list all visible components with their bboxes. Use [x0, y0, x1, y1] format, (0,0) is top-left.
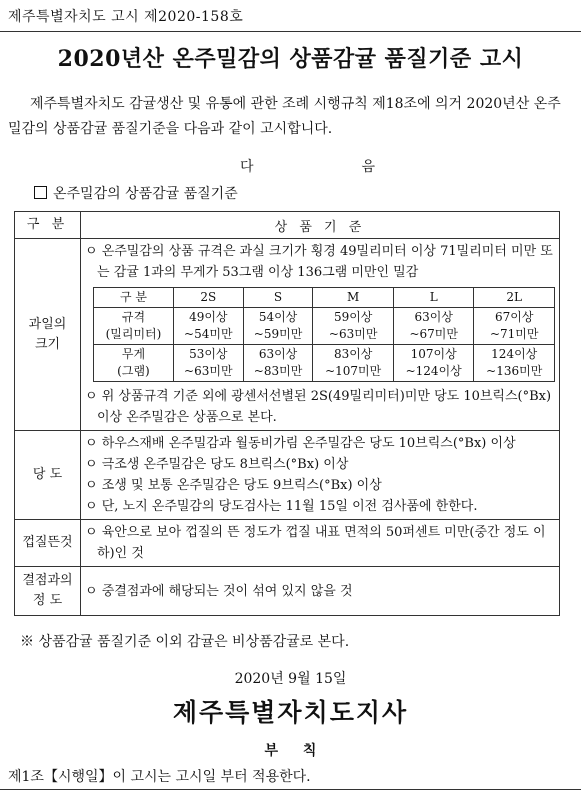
sugar-content	[81, 431, 560, 520]
table-header-row	[15, 212, 560, 239]
spec-cell-line: ~63미만	[184, 364, 233, 378]
sugar-bullet: ㅇ 조생 및 보통 온주밀감은 당도 9브릭스(°Bx) 이상	[85, 478, 382, 493]
spec-header-cell: 2L	[474, 288, 555, 308]
spec-cell-line: 49이상	[189, 310, 228, 324]
defect-label-line-2: 정 도	[32, 593, 63, 608]
checkbox-square-icon	[34, 186, 47, 199]
peel-content	[81, 520, 560, 567]
size-content	[81, 239, 560, 431]
header-category: 구 분	[15, 212, 81, 239]
spec-row-label-line: 규격	[121, 310, 146, 324]
spec-cell	[243, 345, 313, 382]
spec-row-label	[94, 308, 174, 345]
remark-note: ※ 상품감귤 품질기준 이외 감귤은 비상품감귤로 본다.	[20, 634, 350, 650]
spec-header-cell: 구 분	[94, 288, 174, 308]
size-label-line-2: 크기	[34, 336, 61, 352]
sugar-row	[15, 431, 560, 520]
spec-cell-line: ~107미만	[325, 364, 382, 378]
size-label-line-1: 과일의	[28, 316, 67, 332]
spec-header-cell: L	[393, 288, 474, 308]
size-label	[15, 239, 81, 431]
spec-cell-line: 124이상	[491, 347, 538, 361]
spec-cell-line: 54이상	[258, 310, 298, 324]
spec-row-label-line: (밀리미터)	[105, 327, 162, 341]
defect-label-line-1: 결점과의	[22, 573, 73, 588]
spec-header-cell: M	[313, 288, 394, 308]
spec-cell-line: ~63미만	[328, 327, 378, 341]
size-spec-header-row	[94, 288, 555, 308]
defect-label	[15, 567, 81, 616]
spec-cell-line: ~124이상	[405, 364, 462, 378]
sugar-bullet: ㅇ 극조생 온주밀감은 당도 8브릭스(°Bx) 이상	[85, 457, 349, 472]
peel-label: 껍질뜬것	[15, 520, 81, 567]
spec-cell-line: ~67미만	[409, 327, 458, 341]
spec-row-label	[94, 345, 174, 382]
intro-paragraph: 제주특별자치도 감귤생산 및 유통에 관한 조례 시행규칙 제18조에 의거 2020년산 온주밀감의 상품감귤 품질기준을 다음과 같이 고시합니다.	[8, 96, 561, 137]
spec-header-cell: S	[243, 288, 313, 308]
spec-cell-line: ~83미만	[253, 364, 303, 378]
spec-cell	[313, 308, 394, 345]
spec-cell-line: 59이상	[333, 310, 373, 324]
sugar-bullet: ㅇ 하우스재배 온주밀감과 월동비가림 온주밀감은 당도 10브릭스(°Bx) 이상	[85, 436, 516, 451]
spec-cell-line: 53이상	[189, 347, 228, 361]
addendum-article: 제1조【시행일】이 고시는 고시일 부터 적용한다.	[8, 769, 311, 785]
spec-cell-line: ~136미만	[486, 364, 543, 378]
signatory: 제주특별자치도지사	[172, 698, 409, 727]
size-bullet-2: ㅇ 위 상품규격 기준 외에 광센서선별된 2S(49밀리미터)미만 당도 10브릭스(°Bx)이상 온주밀감은 상품으로 본다.	[85, 389, 552, 425]
spec-cell	[474, 308, 555, 345]
spec-cell	[173, 345, 243, 382]
spec-header-cell: 2S	[173, 288, 243, 308]
quality-standard-table	[14, 211, 560, 616]
spec-cell	[173, 308, 243, 345]
defect-row	[15, 567, 560, 616]
bottom-divider	[0, 789, 581, 790]
spec-cell	[243, 308, 313, 345]
defect-content	[81, 567, 560, 616]
spec-cell	[474, 345, 555, 382]
notice-date: 2020년 9월 15일	[234, 671, 347, 687]
spec-cell-line: ~71미만	[489, 327, 539, 341]
size-bullet-1: ㅇ 온주밀감의 상품 규격은 과실 크기가 횡경 49밀리미터 이상 71밀리미터 미만 또는 감귤 1과의 무게가 53그램 이상 136그램 미만인 밀감	[85, 244, 553, 280]
size-spec-row-diameter	[94, 308, 555, 345]
peel-row	[15, 520, 560, 567]
section-heading-text: 온주밀감의 상품감귤 품질기준	[53, 186, 238, 202]
peel-bullet: ㅇ 육안으로 보아 껍질의 뜬 정도가 껍질 내표 면적의 50퍼센트 미만(중간 정도 이하)인 것	[85, 525, 546, 561]
sugar-label: 당 도	[15, 431, 81, 520]
spec-cell-line: 63이상	[414, 310, 453, 324]
top-divider	[0, 31, 581, 32]
da-eum-heading	[240, 156, 483, 176]
spec-cell	[313, 345, 394, 382]
header-standard: 상 품 기 준	[81, 212, 560, 239]
spec-cell-line: 107이상	[410, 347, 457, 361]
spec-cell	[393, 308, 474, 345]
section-heading	[34, 183, 238, 203]
spec-row-label-line: 무게	[121, 347, 146, 361]
page-title: 2020년산 온주밀감의 상품감귤 품질기준 고시	[57, 46, 524, 72]
spec-cell-line: 67이상	[494, 310, 534, 324]
size-row	[15, 239, 560, 431]
addendum-title: 부 칙	[264, 743, 317, 759]
da-text: 다	[240, 159, 254, 175]
spec-cell	[393, 345, 474, 382]
notice-number: 제주특별자치도 고시 제2020-158호	[8, 9, 244, 25]
spec-cell-line: 83이상	[333, 347, 373, 361]
spec-cell-line: ~54미만	[184, 327, 233, 341]
size-spec-table	[93, 287, 555, 382]
spec-cell-line: 63이상	[258, 347, 298, 361]
sugar-bullet: ㅇ 단, 노지 온주밀감의 당도검사는 11월 15일 이전 검사품에 한한다.	[85, 499, 478, 514]
defect-bullet: ㅇ 중결점과에 해당되는 것이 섞여 있지 않을 것	[85, 583, 353, 599]
size-spec-row-weight	[94, 345, 555, 382]
spec-cell-line: ~59미만	[253, 327, 303, 341]
spec-row-label-line: (그램)	[117, 364, 150, 378]
eum-text: 음	[361, 159, 376, 175]
